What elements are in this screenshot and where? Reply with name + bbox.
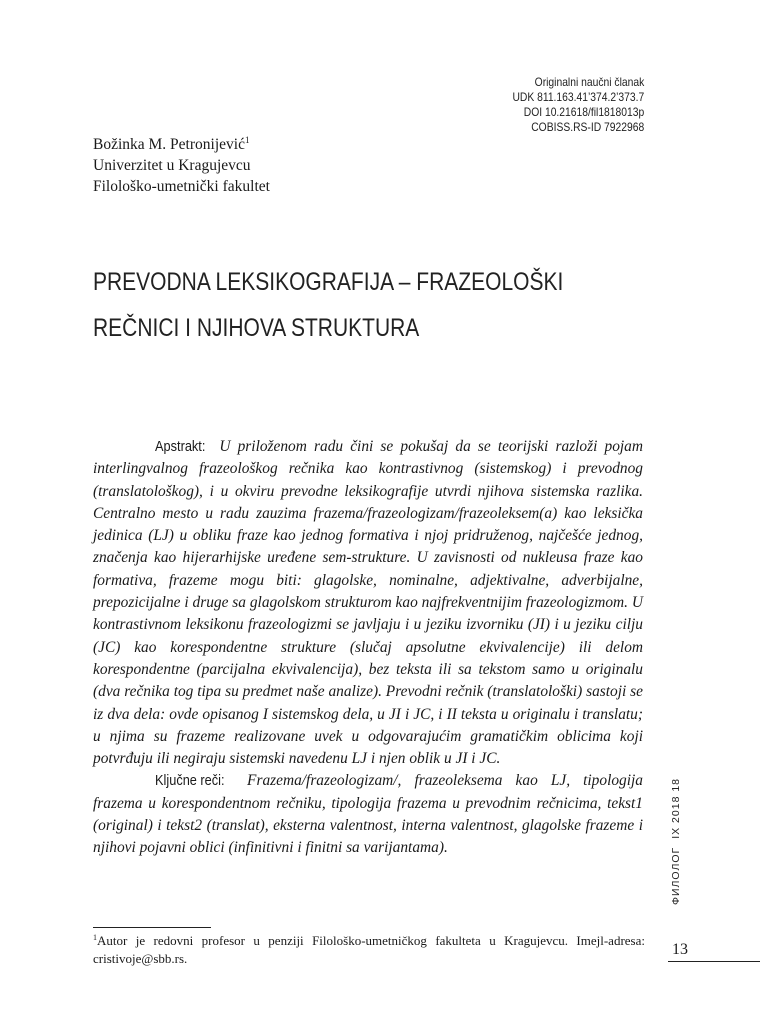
article-metadata (512, 75, 644, 135)
abstract-section (93, 436, 643, 860)
cobiss-id: COBISS.RS-ID 7922968 (530, 120, 644, 134)
abstract-label: Apstrakt: (155, 439, 206, 455)
footnote (93, 932, 645, 968)
footnote-text: Autor je redovni profesor u penziji Filološko-umetničkog fakulteta u Kragujevcu. Imejl-adresa: cristivoje@sbb.rs. (93, 933, 645, 966)
keywords-text: Frazema/frazeologizam/, frazeoleksema kao LJ, tipologija frazema u korespondentnom rečniku, tipologija frazema u prevodnim rečnicima, tekst1 (original) i tekst2 (translat), eksterna valentnost, interna valentnost, glagolske frazeme i njihovi pojavni oblici (infinitivni i finitni sa varijantama). (93, 772, 643, 857)
footnote-divider (93, 927, 211, 928)
journal-sidebar (670, 745, 682, 905)
doi: DOI 10.21618/fil1818013p (523, 105, 644, 119)
keywords-label: Ključne reči: (155, 773, 225, 790)
title-line-1: PREVODNA LEKSIKOGRAFIJA – FRAZEOLOŠKI (93, 268, 564, 296)
author-name: Božinka M. Petronijević (93, 136, 245, 153)
footnote-mark: 1 (93, 933, 97, 942)
author-block (93, 134, 270, 197)
udk-code: UDK 811.163.41’374.2’373.7 (512, 90, 644, 104)
journal-name: ФИЛОЛОГ (670, 846, 682, 905)
page-number: 13 (672, 941, 688, 958)
title-line-2: REČNICI I NJIHOVA STRUKTURA (93, 314, 420, 342)
journal-issue: IX 2018 18 (670, 777, 682, 839)
author-university: Univerzitet u Kragujevcu (93, 157, 251, 174)
abstract-text: U priloženom radu čini se pokušaj da se teorijski razloži pojam interlingvalnog frazeološkog rečnika kao kontrastivnog (sistemskog) i prevodnog (translatološkog), i u okviru prevodne leksikografije utvrdi njihova sistemska razlika. Centralno mesto u radu zauzima frazema/frazeologizam/frazeoleksem(a) kao leksička jedinica (LJ) u obliku fraze kao jednog formativa i njoj pridruženog, najčešće jednog, značenja kao hijerarhijske uređene sem-strukture. U zavisnosti od nukleusa fraze kao formativa, frazeme mogu biti: glagolske, nominalne, adjektivalne, adverbijalne, prepozicijalne i druge sa glagolskom strukturom kao najfrekventnijim frazeologizmom. U kontrastivnom leksikonu frazeologizmi se javljaju i u jeziku izvorniku (JI) i u jeziku cilju (JC) kao korespondentne strukture (slučaj apsolutne ekvivalencije) ili delom korespondentne (parcijalna ekvivalencija), bez teksta ili sa tekstom samo u originalu (dva rečnika tog tipa su predmet naše analize). Prevodni rečnik (translatološki) sastoji se iz dva dela: ovde opisanog I sistemskog dela, u JI i JC, i II teksta u originalu i translatu; u njima su frazeme realizovane uvek u odgovarajućim gramatičkim oblicima koji potvrđuju ili negiraju sistemski navedenu LJ i njen oblik u JI i JC. (93, 438, 643, 768)
article-type: Originalni naučni članak (534, 75, 644, 89)
page-number-rule (668, 961, 760, 962)
author-footnote-mark: 1 (244, 135, 250, 145)
keywords-paragraph (93, 770, 643, 859)
author-line (93, 134, 270, 155)
article-title (93, 259, 597, 351)
author-faculty: Filološko-umetnički fakultet (93, 178, 270, 195)
abstract-paragraph (93, 436, 643, 770)
